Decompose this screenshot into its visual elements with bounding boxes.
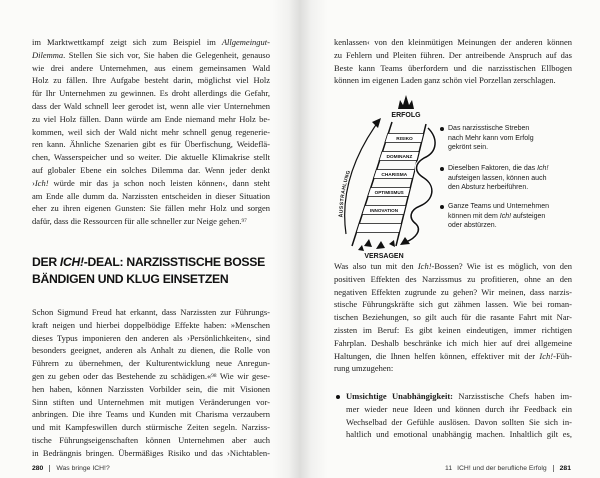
debris-shard: [389, 240, 395, 247]
text-segment: Schon Sigmund Freud hat erkannt, dass Narzissten zur Führungs-: [32, 307, 270, 317]
text-segment: DER: [32, 255, 60, 269]
text-segment: stische Führungskräfte sich gut zähmen lassen. Wie bei roman-: [334, 299, 572, 310]
text-segment: Ganze Teams und Unternehmen: [448, 203, 550, 210]
paragraph-line: [32, 344, 270, 357]
text-segment: gen zu geben oder das Bestehende zu schädigen.«: [32, 370, 212, 381]
note-bullet: [440, 127, 444, 131]
paragraph-line: [334, 62, 572, 75]
text-segment: ren kann. Ähnliche Szenarien gibt es für Überfischung, Weideflä-: [32, 139, 270, 150]
paragraph-line: [32, 319, 270, 332]
heading-line: [32, 271, 282, 288]
text-segment: in Bedrängnis bringen. Übermäßiges Risiko und das ›Nichtablen-: [32, 447, 270, 458]
list-line: [346, 428, 572, 441]
text-segment: können im eigenen Laden ganz schön viel Porzellan zerschlagen.: [334, 75, 556, 86]
paragraph-line: [32, 215, 270, 228]
footer-separator: [553, 465, 554, 472]
diagram-note-3: [448, 202, 572, 231]
text-segment: und mit Kampfeswillen durch stürmische Zeiten segeln. Narziss-: [32, 422, 270, 433]
flame-icon: [398, 95, 414, 109]
rung-label: OPTIMISMUS: [374, 189, 404, 195]
footer-separator: [49, 465, 50, 472]
note-line: [448, 221, 572, 231]
paragraph-line: [334, 337, 572, 350]
text-segment: dass der Wald schnell leer gerodet ist, wenn alle vier Unternehmen: [32, 100, 270, 111]
text-segment: negativen Effekten zugrunde zu gehen? Wir meinen, dass narzis-: [334, 286, 572, 297]
note-line: [448, 212, 572, 222]
paragraph-line: [334, 298, 572, 311]
right-paragraph-2: [334, 260, 572, 375]
ladder-rung: [356, 224, 401, 233]
text-segment: Umsichtige Unabhängigkeit:: [346, 391, 453, 401]
paragraph-line: [334, 260, 572, 273]
text-segment: Dieselben Faktoren, die das: [448, 165, 538, 172]
left-footer: [32, 464, 110, 473]
paragraph-line: [32, 202, 270, 215]
page-number: 280: [32, 465, 44, 472]
text-segment: Führern zu übernehmen, der Kulturentwicklung neue Anregun-: [32, 358, 270, 369]
paragraph-line: [32, 74, 270, 87]
paragraph-line: [334, 350, 572, 363]
text-segment: Ich!: [417, 261, 432, 271]
running-title: ICH! und der berufliche Erfolg: [457, 465, 547, 472]
text-segment: für Ihr Unternehmen zu gewinnen. Es droht allerdings die Gefahr,: [32, 88, 270, 99]
text-segment: zu Fehlern und Pleiten führen. Der antreibende Anspruch auf das: [334, 49, 572, 60]
note-line: [448, 202, 572, 212]
text-segment: wie drei andere Unternehmen, aus einem gemeinsamen Wald: [32, 62, 270, 73]
paragraph-line: [32, 87, 270, 100]
text-segment: -Füh-: [553, 350, 572, 361]
paragraph-line: [334, 362, 572, 375]
text-segment: Haltungen, die Ihnen helfen können, effektiver mit der: [334, 350, 540, 361]
top-label: ERFOLG: [391, 112, 421, 119]
bottom-label: VERSAGEN: [364, 253, 404, 260]
list-item-1: [346, 390, 572, 441]
text-segment: Holz zu fällen. Ihre Aufgabe besteht darin, möglichst viel Holz: [32, 75, 270, 86]
rung-label: INNOVATION: [369, 207, 399, 213]
paragraph-line: [32, 383, 270, 396]
paragraph-line: [32, 177, 270, 190]
text-segment: -Bossen? Wie ist es möglich, von den: [431, 261, 572, 271]
text-segment: Wechselbad der Gefühle auslösen. Davon sollten Sie sich in-: [346, 416, 572, 427]
section-heading: [32, 254, 282, 288]
paragraph-line: [32, 357, 270, 370]
paragraph-line: [32, 447, 270, 460]
diagram-note-2: [448, 164, 572, 193]
heading-line: [32, 254, 282, 271]
text-segment: am Ende alle dumm da. Narzissten entscheiden in dieser Situation: [32, 190, 270, 201]
paragraph-line: [32, 434, 270, 447]
side-label-text: AUSSTRAHLUNG: [338, 169, 353, 218]
paragraph-line: [334, 273, 572, 286]
note-line: [448, 143, 572, 153]
text-segment: aufsteigen lassen, können auch: [448, 174, 547, 182]
text-segment: Beste kann Teams überfordern und die narzisstischen Ellbogen: [334, 62, 572, 73]
text-segment: kenlassen‹ von den kleinmütigen Meinungen der anderen können: [334, 37, 572, 47]
paragraph-line: [334, 74, 572, 87]
paragraph-line: [32, 408, 270, 421]
text-segment: Was also tun mit den: [334, 261, 418, 271]
text-segment: 97: [241, 217, 247, 224]
text-segment: auf globaler Ebene ein solches Dilemma dar. Wenn jeder denkt: [32, 164, 270, 175]
running-title: Was bringe ICH!?: [56, 465, 110, 472]
text-segment: nach Mehr kann vom Erfolg: [448, 134, 534, 142]
side-arrow-head: [372, 118, 381, 128]
text-segment: gekrönt sein.: [448, 144, 489, 152]
text-segment: ›: [32, 177, 35, 188]
paragraph-line: [32, 62, 270, 75]
text-segment: Narzisstische Chefs haben im-: [452, 391, 572, 401]
text-segment: besonders geeignet, anderen als Anhalt zu dienen, die Rolle von: [32, 345, 270, 356]
book-gutter-shadow: [272, 0, 328, 478]
text-segment: zu viel Holz fällen. Dann würde am Ende niemand mehr Holz be-: [32, 113, 270, 124]
rung-label: CHARISMA: [381, 172, 408, 178]
paragraph-line: [334, 286, 572, 299]
text-segment: -DEAL: NARZISSTISCHE BOSSE: [83, 255, 265, 269]
paragraph-line: [32, 49, 270, 62]
text-segment: . Stellen Sie sich vor, Sie haben die Gelegenheit, genauso: [63, 49, 270, 60]
note-line: [448, 183, 572, 193]
text-segment: Dilemma: [32, 49, 64, 60]
text-segment: mer wieder neue Ideen und können durch ihr Feedback ein: [346, 403, 572, 414]
text-segment: dieses Typus imponieren den anderen als ›Persönlichkeiten‹, sind: [32, 332, 270, 343]
paragraph-line: [32, 126, 270, 139]
text-segment: im Marktwettkampf zeigt sich zum Beispiel im: [32, 37, 222, 47]
diagram-note-1: [448, 124, 572, 153]
paragraph-line: [32, 151, 270, 164]
text-segment: anbringen. Die ihre Teams und Kunden mit Charisma verzaubern: [32, 409, 270, 420]
right-footer: [445, 464, 571, 473]
paragraph-line: [32, 306, 270, 319]
list-bullet: [336, 395, 340, 399]
paragraph-line: [32, 138, 270, 151]
paragraph-line: [32, 164, 270, 177]
text-segment: eher zu ihren eigenen Gunsten: Sie fällen mehr Holz und sorgen: [32, 203, 270, 214]
left-paragraph-1: [32, 36, 270, 228]
right-paragraph-1: [334, 36, 572, 87]
paragraph-line: [32, 100, 270, 113]
text-segment: Allgemeingut-: [221, 37, 270, 47]
paragraph-line: [32, 370, 270, 383]
list-line: [346, 390, 572, 403]
left-paragraph-2: [32, 306, 270, 460]
text-segment: Ich!: [499, 212, 512, 220]
text-segment: Ich!: [537, 165, 549, 172]
paragraph-line: [32, 113, 270, 126]
rung-label: RISIKO: [396, 136, 413, 142]
text-segment: BÄNDIGEN UND KLUG EINSETZEN: [32, 272, 229, 286]
note-bullet: [440, 205, 444, 209]
text-segment: tischen Beziehungen, so gilt auch für die rasante Fahrt mit Nar-: [334, 312, 572, 323]
text-segment: oder abstürzen.: [448, 222, 497, 230]
page-number: 281: [559, 465, 571, 472]
text-segment: würde mir das ja schon noch leisten können‹, dann steht: [48, 177, 270, 188]
paragraph-line: [334, 36, 572, 49]
text-segment: Sinn stiften und Unternehmen mit mutigen Veränderungen vor-: [32, 396, 270, 407]
debris-shard: [358, 245, 364, 251]
paragraph-line: [32, 396, 270, 409]
paragraph-line: [32, 36, 270, 49]
text-segment: chen, Wasserspeicher und so weiter. Die aktuelle Klimakrise stellt: [32, 152, 270, 163]
text-segment: 98: [211, 372, 217, 379]
text-segment: dafür, dass die Ressourcen für alle schneller zur Neige gehen.: [32, 216, 242, 227]
text-segment: rung umzugehen:: [334, 363, 394, 374]
text-segment: aufsteigen: [511, 212, 546, 220]
text-segment: hen haben, können Narzissten Vorbilder sein, die mit Visionen: [32, 383, 270, 394]
text-segment: den Absturz herbeiführen.: [448, 184, 529, 192]
text-segment: Ich!: [539, 350, 554, 361]
chapter-number: 11: [445, 465, 453, 472]
rung-label: DOMINANZ: [386, 154, 413, 160]
text-segment: ICH!: [59, 255, 84, 269]
debris-shard: [364, 239, 372, 247]
text-segment: positiven Effekten des Narzissmus zu profitieren, ohne an den: [334, 273, 572, 284]
text-segment: Fahrplan. Deshalb beschränke ich mich hier auf drei allgemeine: [334, 337, 572, 348]
paragraph-line: [334, 49, 572, 62]
note-line: [448, 174, 572, 184]
ladder-diagram: [334, 94, 438, 260]
paragraph-line: [32, 190, 270, 203]
note-bullet: [440, 167, 444, 171]
text-segment: zissten im Beruf: Es gibt keinen eindeutigen, immer richtigen: [334, 324, 572, 335]
list-line: [346, 416, 572, 429]
list-line: [346, 403, 572, 416]
text-segment: haltlich und emotional unabhängig machen. Inhaltlich gilt es,: [346, 429, 572, 440]
text-segment: Ich!: [34, 177, 49, 188]
text-segment: Wie wir gese-: [216, 370, 270, 381]
paragraph-line: [334, 324, 572, 337]
text-segment: Das narzisstische Streben: [448, 125, 530, 132]
note-line: [448, 124, 572, 134]
text-segment: tische Führungseigenschaften können Unternehmen aber auch: [32, 434, 270, 445]
note-line: [448, 134, 572, 144]
debris-shard: [376, 241, 385, 249]
paragraph-line: [334, 311, 572, 324]
note-line: [448, 164, 572, 174]
paragraph-line: [32, 332, 270, 345]
text-segment: kommen, weil sich der Wald nicht mehr schnell genug regenerie-: [32, 126, 270, 137]
paragraph-line: [32, 421, 270, 434]
text-segment: kraft neigen und hierbei doppelbödige Effekte haben: »Menschen: [32, 319, 270, 330]
text-segment: können mit dem: [448, 212, 500, 220]
